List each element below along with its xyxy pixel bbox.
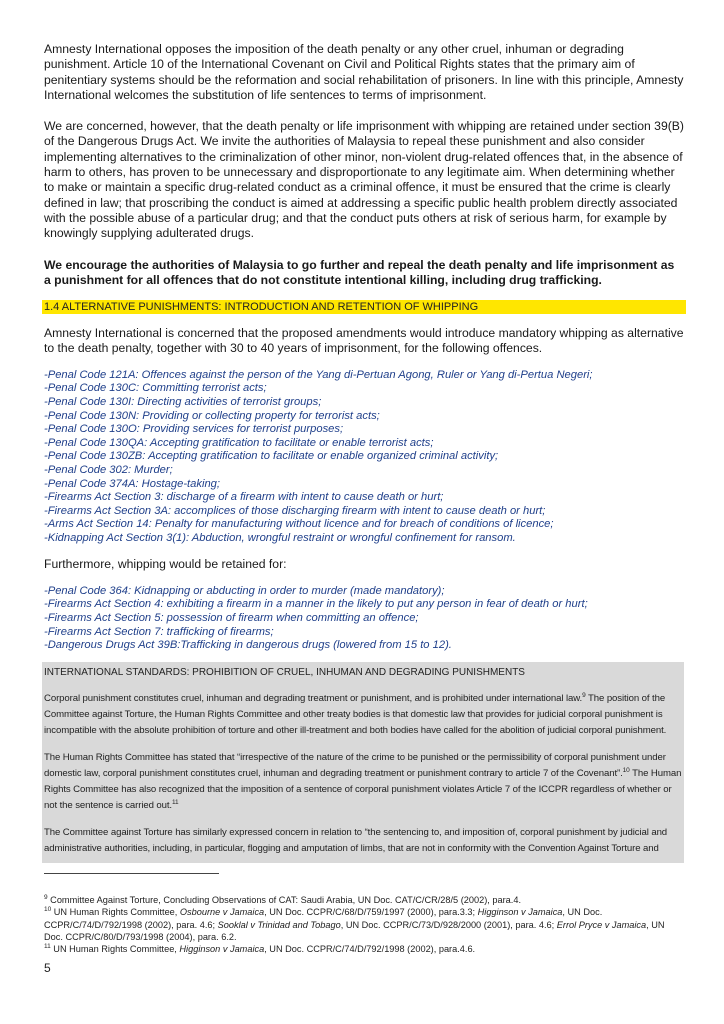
footnotes (44, 894, 684, 956)
box-paragraph-hrc (44, 750, 682, 814)
case-name: Higginson v Jamaica (477, 907, 563, 918)
paragraph-concerned-drugs-act: We are concerned, however, that the death penalty or life imprisonment with whipping are retained under section 39(B) of the Dangerous Drugs Act. We invite the authorities of Malaysia to repeal these punishment and also consider implementing alternatives to the criminalization of other minor, non-violent drug-related offences that, in the absence of harm to others, has proven to be unnecessary and disproportionate to any legitimate aim. When determining whether to make or maintain a specific drug-related conduct as a criminal offence, it must be ensured that the crime is clearly defined in law; that proscribing the conduct is aimed at addressing a specific public health problem directly associated with the possible abuse of a particular drug; and that the conduct puts others at risk of serious harm, for example by knowingly supplying adulterated drugs. (44, 119, 684, 241)
list-item: -Penal Code 130O: Providing services for terrorist purposes; (44, 423, 344, 436)
box-text: Corporal punishment constitutes cruel, inhuman and degrading treatment or punishment, and is prohibited under international law. (44, 692, 583, 704)
paragraph-whipping-intro: Amnesty International is concerned that the proposed amendments would introduce mandatory whipping as alternative to the death penalty, together with 30 to 40 years of imprisonment, for the following offences. (44, 326, 684, 356)
list-item: -Firearms Act Section 4: exhibiting a firearm in a manner in the likely to put any person in fear of death or hurt; (44, 598, 588, 611)
list-item: -Firearms Act Section 5: possession of firearm when committing an offence; (44, 611, 419, 624)
list-item: -Penal Code 130N: Providing or collecting property for terrorist acts; (44, 409, 380, 422)
case-name: Higginson v Jamaica (179, 944, 265, 955)
case-name: Errol Pryce v Jamaica (556, 919, 647, 930)
list-item: -Penal Code 374A: Hostage-taking; (44, 477, 221, 490)
paragraph-amnesty-opposes: Amnesty International opposes the imposition of the death penalty or any other cruel, inhuman or degrading punishment. Article 10 of the International Covenant on Civil and Political Rights states that the primary aim of penitentiary systems should be the reformation and social rehabilitation of prisoners. In line with this principle, Amnesty International welcomes the substitution of life sentences to terms of imprisonment. (44, 42, 684, 102)
list-item: -Dangerous Drugs Act 39B:Trafficking in dangerous drugs (lowered from 15 to 12). (44, 639, 452, 652)
footnote-ref: 9 (582, 691, 586, 699)
footnote-text: , UN Doc. CCPR/C/74/D/792/1998 (2002), para. 4.6; (44, 907, 603, 930)
offences-list (44, 369, 684, 546)
list-item: -Penal Code 121A: Offences against the person of the Yang di-Pertuan Agong, Ruler or Yang di-Pertua Negeri; (44, 368, 593, 381)
box-title: INTERNATIONAL STANDARDS: PROHIBITION OF CRUEL, INHUMAN AND DEGRADING PUNISHMENTS (44, 666, 525, 678)
footnote-9 (44, 894, 684, 906)
footnote-number: 10 (44, 906, 52, 914)
box-text: The position of the Committee against Torture, the Human Rights Committee and other treaty bodies is that domestic law that provides for judicial corporal punishment is incompatible with the absolute prohibition of torture and other ill-treatment and both bodies have called for the abolition of judicial corporal punishment. (44, 692, 667, 736)
list-item: -Penal Code 130C: Committing terrorist acts; (44, 382, 267, 395)
international-standards-box (42, 662, 684, 863)
list-item: -Penal Code 302: Murder; (44, 463, 173, 476)
case-name: Sooklal v Trinidad and Tobago (217, 919, 341, 930)
list-item: -Firearms Act Section 3A: accomplices of those discharging firearm with intent to cause death or hurt; (44, 504, 546, 517)
paragraph-recommendation: We encourage the authorities of Malaysia to go further and repeal the death penalty and life imprisonment as a punishment for all offences that do not constitute intentional killing, including drug trafficking. (44, 257, 675, 287)
footnote-text: , UN Doc. CCPR/C/68/D/759/1997 (2000), para.3.3; (264, 907, 478, 918)
retained-offences-list (44, 585, 684, 653)
footnote-number: 9 (44, 893, 48, 901)
section-heading: 1.4 ALTERNATIVE PUNISHMENTS: INTRODUCTION AND RETENTION OF WHIPPING (42, 300, 686, 314)
list-item: -Penal Code 364: Kidnapping or abducting in order to murder (made mandatory); (44, 584, 445, 597)
footnote-text: UN Human Rights Committee, (50, 944, 180, 955)
list-item: -Firearms Act Section 3: discharge of a firearm with intent to cause death or hurt; (44, 491, 444, 504)
document-page (44, 42, 684, 956)
box-paragraph-cat: The Committee against Torture has similarly expressed concern in relation to “the sentencing to, and imposition of, corporal punishment by judicial and administrative authorities, including, in particular, flogging and amputation of limbs, that are not in conformity with the Convention Against Torture and (44, 826, 668, 854)
footnote-ref: 10 (622, 766, 630, 774)
footnote-divider (44, 873, 219, 874)
footnote-text: Committee Against Torture, Concluding Observations of CAT: Saudi Arabia, UN Doc. CAT/C/CR/28/5 (2002), para.4. (47, 894, 521, 905)
list-item: -Penal Code 130ZB: Accepting gratification to facilitate or enable organized criminal activity; (44, 450, 499, 463)
list-item: -Penal Code 130I: Directing activities of terrorist groups; (44, 395, 322, 408)
box-paragraph-corporal-punishment (44, 691, 682, 739)
footnote-11 (44, 943, 684, 955)
footnote-text: UN Human Rights Committee, (51, 907, 180, 918)
list-item: -Penal Code 130QA: Accepting gratification to facilitate or enable terrorist acts; (44, 436, 434, 449)
footnote-text: , UN Doc. CCPR/C/73/D/928/2000 (2001), para. 4.6; (340, 919, 557, 930)
footnote-ref: 11 (172, 798, 179, 806)
list-item: -Arms Act Section 14: Penalty for manufacturing without licence and for breach of conditions of licence; (44, 518, 554, 531)
paragraph-furthermore: Furthermore, whipping would be retained for: (44, 557, 287, 572)
page-number: 5 (44, 961, 51, 975)
footnote-10 (44, 906, 684, 943)
box-text: The Human Rights Committee has stated that “irrespective of the nature of the crime to be punished or the permissibility of corporal punishment under domestic law, corporal punishment constitutes cruel, inhuman and degrading treatment or punishment contrary to article 7 of the Covenant”. (44, 751, 666, 779)
footnote-text: , UN Doc. CCPR/C/80/D/793/1998 (2004), para. 6.2. (44, 919, 665, 942)
list-item: -Kidnapping Act Section 3(1): Abduction, wrongful restraint or wrongful confinement for ransom. (44, 531, 516, 544)
list-item: -Firearms Act Section 7: trafficking of firearms; (44, 625, 274, 638)
box-text: The Human Rights Committee has also recognized that the imposition of a sentence of corporal punishment violates Article 7 of the ICCPR regardless of whether or not the sentence is carried out. (44, 767, 682, 811)
footnote-number: 11 (44, 943, 51, 951)
case-name: Osbourne v Jamaica (179, 907, 265, 918)
footnote-text: , UN Doc. CCPR/C/74/D/792/1998 (2002), para.4.6. (264, 944, 476, 955)
